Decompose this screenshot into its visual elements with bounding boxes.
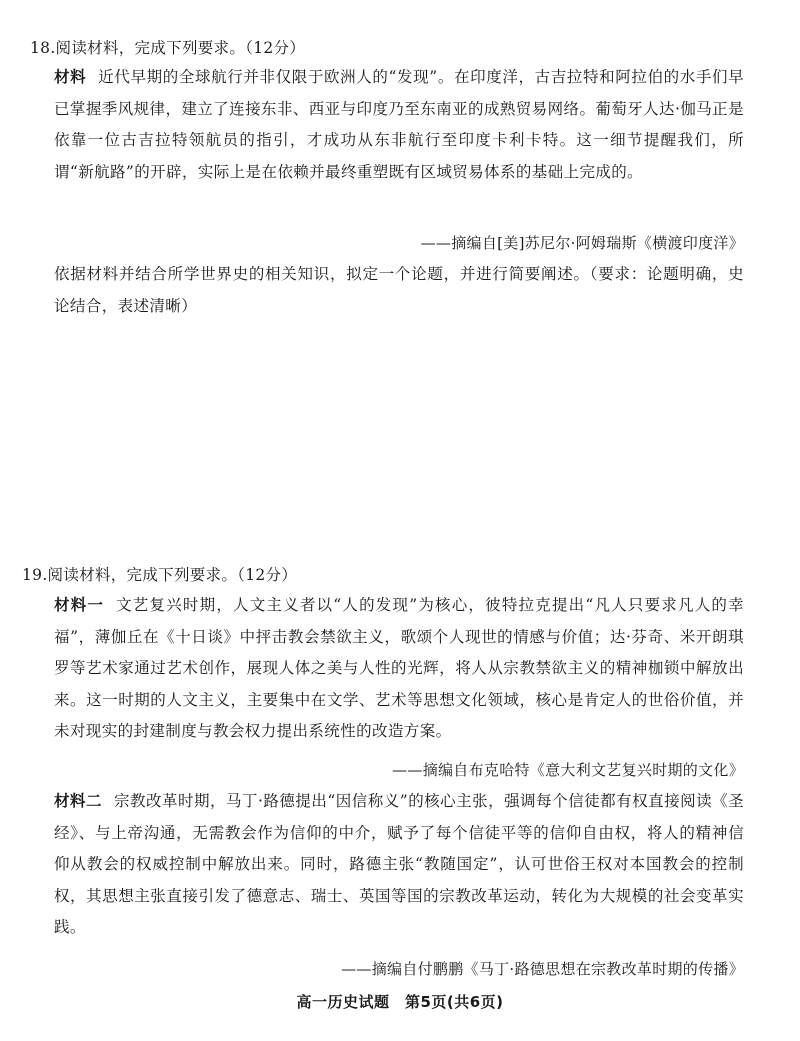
question-18-material [54, 62, 744, 188]
question-19-title: 19.阅读材料，完成下列要求。（12分） [22, 566, 298, 584]
material-1-text: 文艺复兴时期，人文主义者以“人的发现”为核心，彼特拉克提出“凡人只要求凡人的幸福”，薄伽丘在《十日谈》中抨击教会禁欲主义，歌颂个人现世的情感与价值；达·芬奇、米开朗琪罗等艺术家通过艺术创作，展现人体之美与人性的光辉，将人从宗教禁欲主义的精神枷锁中解放出来。这一时期的人文主义，主要集中在文学、艺术等思想文化领域，核心是肯定人的世俗价值，并未对现实的封建制度与教会权力提出系统性的改造方案。 [54, 596, 744, 740]
question-19-material-2 [54, 786, 744, 944]
question-18-answer-space[interactable] [54, 330, 744, 550]
question-18-source: ——摘编自[美]苏尼尔·阿姆瑞斯《横渡印度洋》 [420, 234, 744, 252]
material-text: 近代早期的全球航行并非仅限于欧洲人的“发现”。在印度洋，古吉拉特和阿拉伯的水手们早已掌握季风规律，建立了连接东非、西亚与印度乃至东南亚的成熟贸易网络。葡萄牙人达·伽马正是依靠一位古吉拉特领航员的指引，才成功从东非航行至印度卡利卡特。这一细节提醒我们，所谓“新航路”的开辟，实际上是在依赖并最终重塑既有区域贸易体系的基础上完成的。 [54, 68, 744, 181]
question-18-requirement: 依据材料并结合所学世界史的相关知识，拟定一个论题，并进行简要阐述。（要求：论题明确，史论结合，表述清晰） [54, 265, 744, 315]
material-label: 材料 [54, 68, 87, 86]
question-18-title: 18.阅读材料，完成下列要求。（12分） [30, 39, 306, 57]
question-19-material-1 [54, 590, 744, 748]
question-19-material-2-source: ——摘编自付鹏鹏《马丁·路德思想在宗教改革时期的传播》 [341, 960, 744, 978]
question-19-material-1-source: ——摘编自布克哈特《意大利文艺复兴时期的文化》 [392, 761, 744, 779]
material-1-label: 材料一 [54, 596, 105, 614]
material-2-text: 宗教改革时期，马丁·路德提出“因信称义”的核心主张，强调每个信徒都有权直接阅读《圣经》、与上帝沟通，无需教会作为信仰的中介，赋予了每个信徒平等的信仰自由权，将人的精神信仰从教会的权威控制中解放出来。同时，路德主张“教随国定”，认可世俗王权对本国教会的控制权，其思想主张直接引发了德意志、瑞士、英国等国的宗教改革运动，转化为大规模的社会变革实践。 [54, 792, 745, 936]
page-footer: 高一历史试题 第5页(共6页) [296, 993, 504, 1011]
material-2-label: 材料二 [54, 792, 102, 810]
